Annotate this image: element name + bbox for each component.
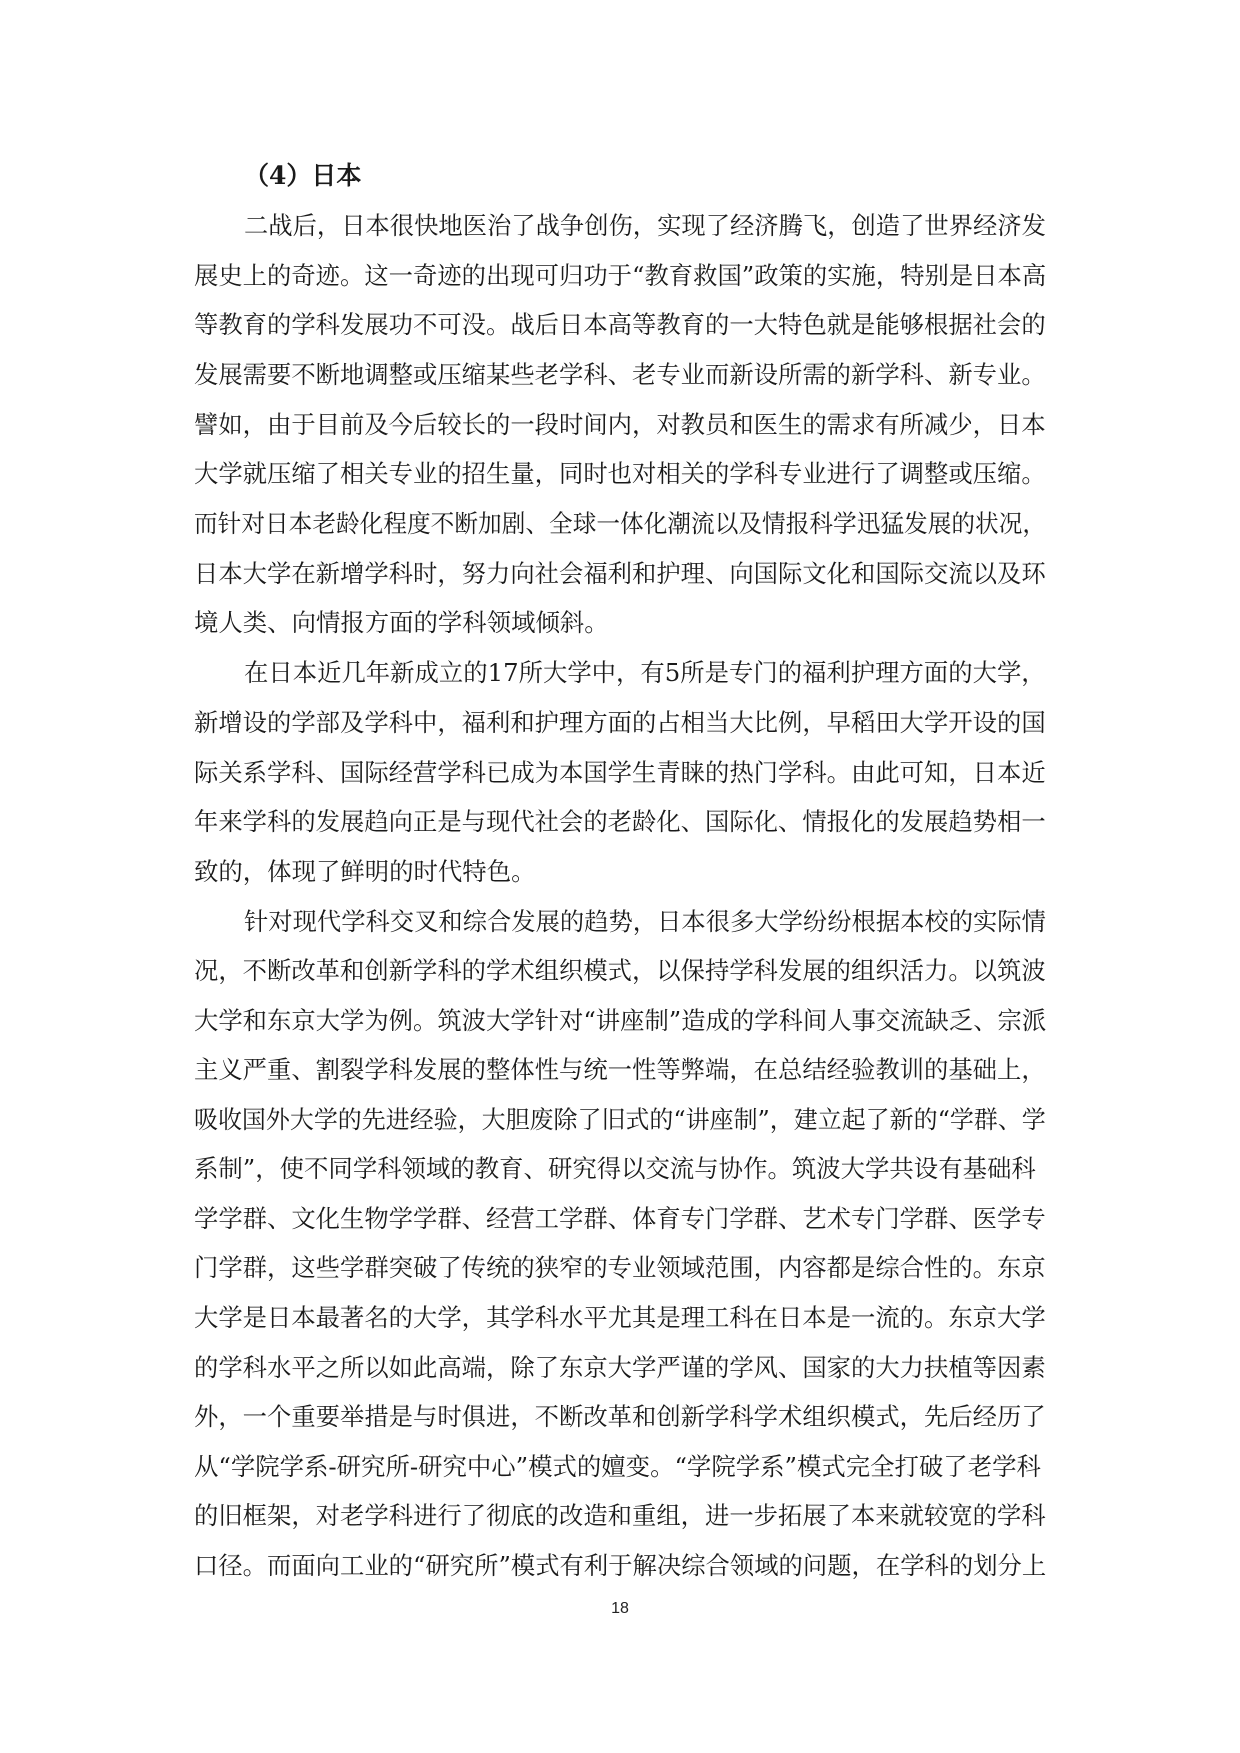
paragraph-line: 年来学科的发展趋向正是与现代社会的老龄化、国际化、情报化的发展趋势相一 — [194, 807, 1046, 836]
paragraph-line: 门学群，这些学群突破了传统的狭窄的专业领域范围，内容都是综合性的。东京 — [194, 1253, 1046, 1282]
paragraph-line: 新增设的学部及学科中，福利和护理方面的占相当大比例，早稻田大学开设的国 — [194, 708, 1046, 737]
paragraph-line: 的旧框架，对老学科进行了彻底的改造和重组，进一步拓展了本来就较宽的学科 — [194, 1501, 1046, 1530]
page-number: 18 — [611, 1600, 629, 1617]
paragraph-line: 的学科水平之所以如此高端，除了东京大学严谨的学风、国家的大力扶植等因素 — [194, 1353, 1046, 1382]
paragraph-line: 发展需要不断地调整或压缩某些老学科、老专业而新设所需的新学科、新专业。 — [194, 360, 1046, 389]
paragraph-line: 系制”，使不同学科领域的教育、研究得以交流与协作。筑波大学共设有基础科 — [194, 1154, 1036, 1183]
paragraph-line: 展史上的奇迹。这一奇迹的出现可归功于“教育救国”政策的实施，特别是日本高 — [194, 261, 1047, 290]
paragraph-line: 吸收国外大学的先进经验，大胆废除了旧式的“讲座制”，建立起了新的“学群、学 — [194, 1105, 1046, 1134]
paragraph-line: 口径。而面向工业的“研究所”模式有利于解决综合领域的问题，在学科的划分上 — [194, 1551, 1047, 1580]
paragraph-line: 大学和东京大学为例。筑波大学针对“讲座制”造成的学科间人事交流缺乏、宗派 — [194, 1006, 1047, 1035]
paragraph-line: 日本大学在新增学科时，努力向社会福利和护理、向国际文化和国际交流以及环 — [194, 559, 1046, 588]
paragraph-line: 针对现代学科交叉和综合发展的趋势，日本很多大学纷纷根据本校的实际情 — [244, 907, 1046, 936]
paragraph-line: 大学就压缩了相关专业的招生量，同时也对相关的学科专业进行了调整或压缩。 — [194, 459, 1046, 488]
section-heading: （4）日本 — [244, 161, 362, 190]
paragraph-line: 而针对日本老龄化程度不断加剧、全球一体化潮流以及情报科学迅猛发展的状况， — [194, 509, 1047, 538]
paragraph-line: 学学群、文化生物学学群、经营工学群、体育专门学群、艺术专门学群、医学专 — [194, 1204, 1046, 1233]
paragraph-line: 二战后，日本很快地医治了战争创伤，实现了经济腾飞，创造了世界经济发 — [244, 211, 1046, 240]
paragraph-line: 在日本近几年新成立的17所大学中，有5所是专门的福利护理方面的大学， — [244, 658, 1046, 687]
paragraph-line: 从“学院学系-研究所-研究中心”模式的嬗变。“学院学系”模式完全打破了老学科 — [194, 1452, 1041, 1481]
paragraph-line: 际关系学科、国际经营学科已成为本国学生青睐的热门学科。由此可知，日本近 — [194, 758, 1046, 787]
paragraph-line: 境人类、向情报方面的学科领域倾斜。 — [194, 608, 609, 637]
paragraph-line: 等教育的学科发展功不可没。战后日本高等教育的一大特色就是能够根据社会的 — [194, 310, 1046, 339]
paragraph-line: 大学是日本最著名的大学，其学科水平尤其是理工科在日本是一流的。东京大学 — [194, 1303, 1046, 1332]
paragraph-line: 主义严重、割裂学科发展的整体性与统一性等弊端，在总结经验教训的基础上， — [194, 1055, 1046, 1084]
paragraph-line: 外，一个重要举措是与时俱进，不断改革和创新学科学术组织模式，先后经历了 — [194, 1402, 1046, 1431]
paragraph-line: 譬如，由于目前及今后较长的一段时间内，对教员和医生的需求有所减少，日本 — [194, 410, 1046, 439]
paragraph-line: 况，不断改革和创新学科的学术组织模式，以保持学科发展的组织活力。以筑波 — [194, 956, 1046, 985]
paragraph-line: 致的，体现了鲜明的时代特色。 — [194, 857, 536, 886]
